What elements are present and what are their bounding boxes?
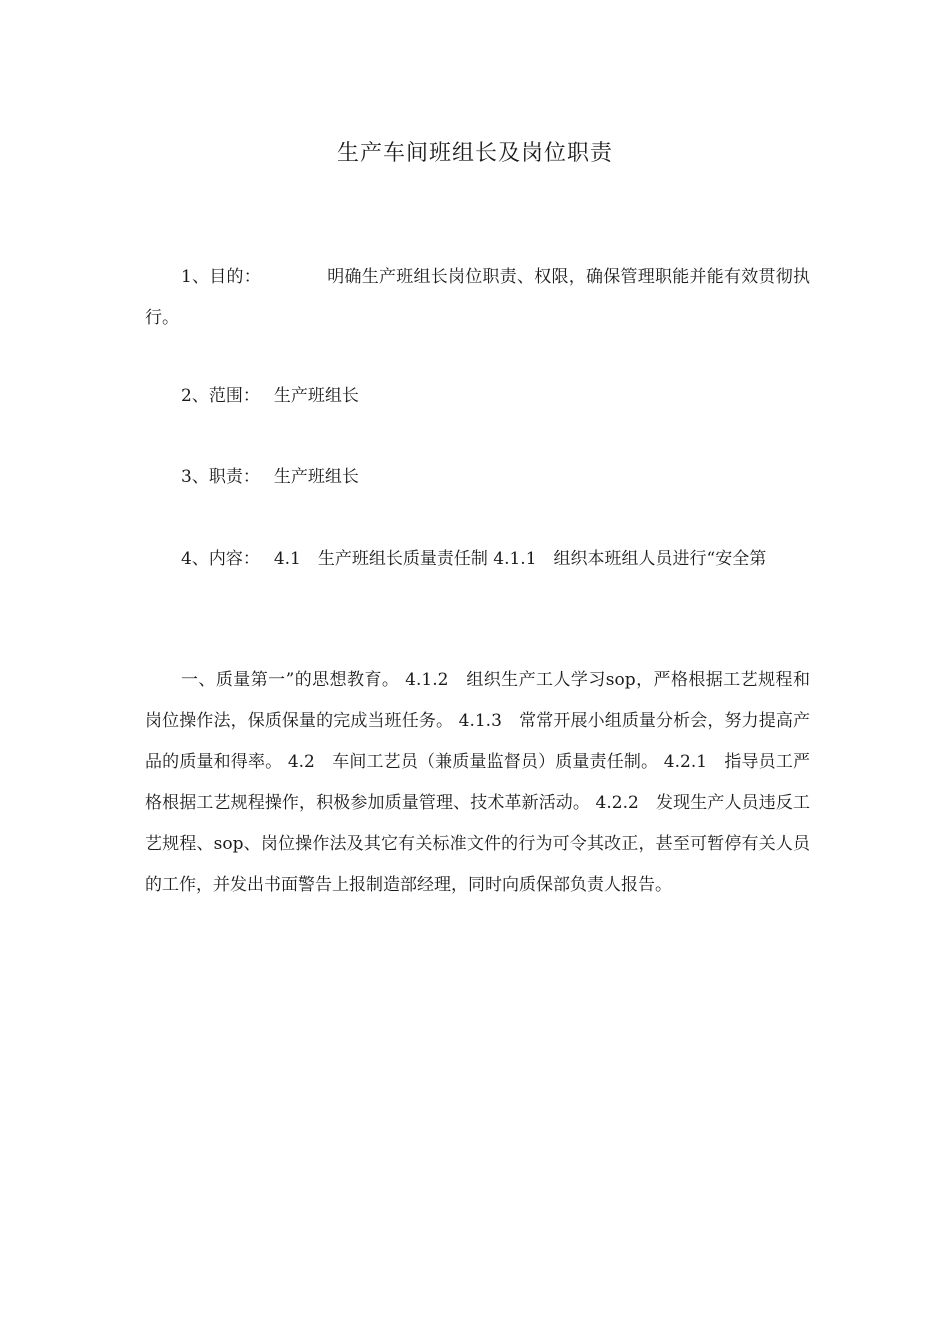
section-scope-label: 2、范围： bbox=[181, 386, 260, 406]
section-duty-text: 生产班组长 bbox=[273, 467, 359, 487]
section-content-continuation-text: 一、质量第一”的思想教育。 4.1.2 组织生产工人学习sop，严格根据工艺规程和岗位操作法，保质保量的完成当班任务。 4.1.3 常常开展小组质量分析会，努力提高产品的质量和得率。 4.2 车间工艺员（兼质量监督员）质量责任制。 4.2.1 指导员工严格根据工艺规程操作，积极参加质量管理、技术革新活动。 4.2.2 发现生产人员违反工艺规程、sop、岗位操作法及其它有关标准文件的行为可令其改正，甚至可暂停有关人员的工作，并发出书面警告上报制造部经理，同时向质保部负责人报告。 bbox=[145, 670, 810, 895]
section-duty-label: 3、职责： bbox=[181, 467, 260, 487]
section-duty bbox=[145, 457, 810, 498]
section-content-continuation bbox=[145, 660, 810, 906]
section-purpose bbox=[145, 257, 810, 339]
section-scope-text: 生产班组长 bbox=[273, 386, 359, 406]
document-title: 生产车间班组长及岗位职责 bbox=[336, 141, 613, 166]
section-scope bbox=[145, 376, 810, 417]
section-content-label: 4、内容： bbox=[181, 549, 260, 569]
section-content bbox=[145, 539, 810, 580]
section-content-text: 4.1 生产班组长质量责任制 4.1.1 组织本班组人员进行“安全第 bbox=[273, 549, 767, 569]
section-purpose-label: 1、目的： bbox=[181, 267, 262, 287]
section-purpose-text: 明确生产班组长岗位职责、权限，确保管理职能并能有效贯彻执行。 bbox=[145, 267, 810, 328]
